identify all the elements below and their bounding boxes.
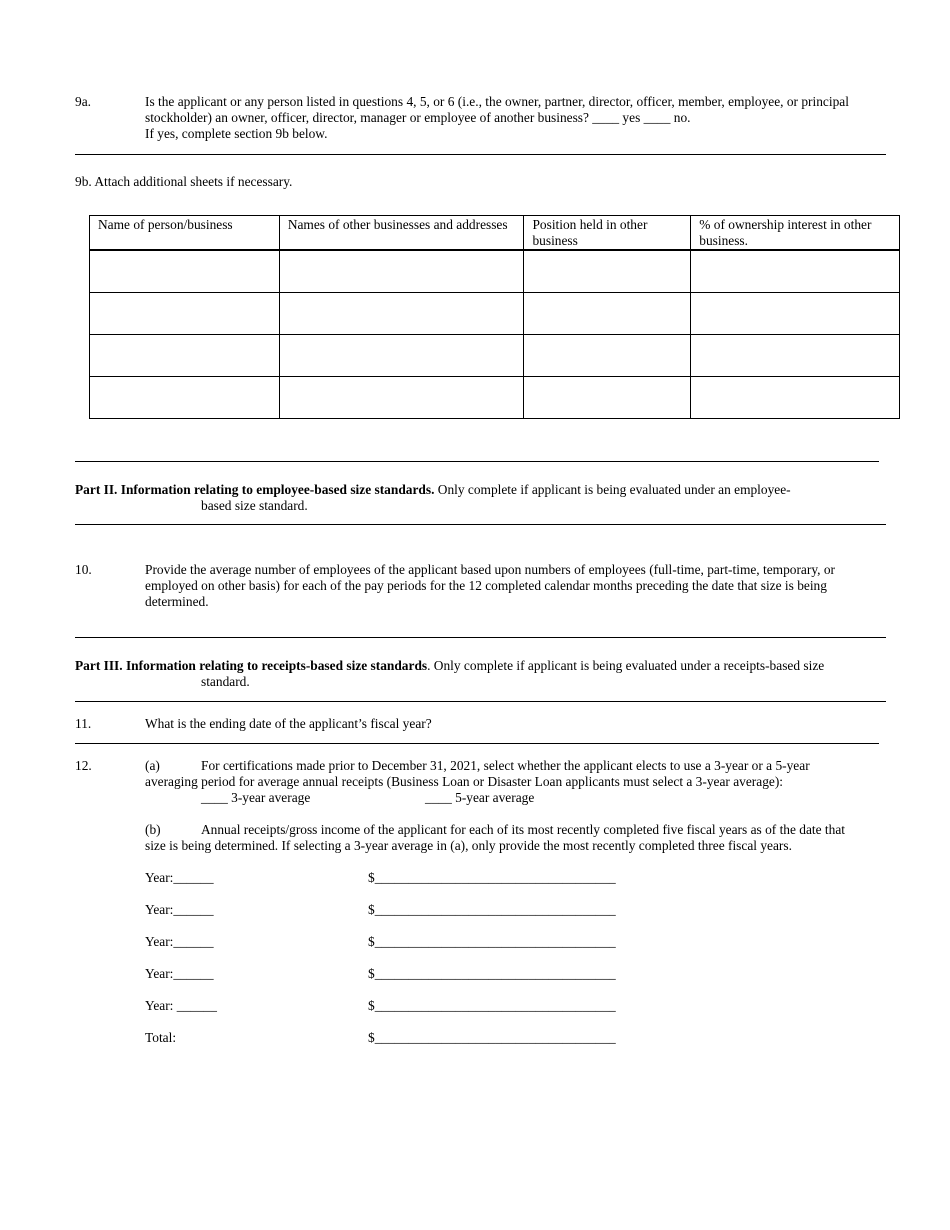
q10-line1: Provide the average number of employees of the applicant based upon numbers of employees (full-time, part-time, temporary, or [145,562,836,577]
divider [75,154,886,155]
q12a-label: (a) [145,758,160,773]
option-3-year-average[interactable]: ____ 3-year average [201,790,311,805]
ownership-table [89,215,900,419]
receipts-year-1-label: Year:______ [145,870,214,885]
table-cell[interactable] [691,335,900,377]
part2-line2: based size standard. [201,498,308,513]
divider [75,524,886,525]
table-cell[interactable] [279,335,524,377]
q10-number: 10. [75,562,92,577]
q10-line2: employed on other basis) for each of the pay periods for the 12 completed calendar months preceding the date that size is being [145,578,827,593]
q12b-line1: Annual receipts/gross income of the applicant for each of its most recently completed five fiscal years as of the date that [201,822,846,837]
table-cell[interactable] [279,293,524,335]
receipts-total-amount[interactable]: $____________________________________ [368,1030,616,1045]
receipts-year-1-amount[interactable]: $____________________________________ [368,870,616,885]
option-5-year-average[interactable]: ____ 5-year average [425,790,535,805]
col-header-name: Name of person/business [90,216,280,251]
receipts-year-5-amount[interactable]: $____________________________________ [368,998,616,1013]
q9a-number: 9a. [75,94,91,109]
part2-line1 [75,482,895,498]
table-cell[interactable] [691,293,900,335]
receipts-year-5-label: Year: ______ [145,998,217,1013]
table-cell[interactable] [524,377,691,419]
q10-line3: determined. [145,594,209,609]
q10-question [145,562,905,610]
q9a-line3: If yes, complete section 9b below. [145,126,328,141]
col-header-other-businesses: Names of other businesses and addresses [279,216,524,251]
col-header-position: Position held in other business [524,216,691,251]
receipts-total-label: Total: [145,1030,177,1045]
receipts-year-2-amount[interactable]: $____________________________________ [368,902,616,917]
q12a-line1: For certifications made prior to December 31, 2021, select whether the applicant elects to use a 3-year or a 5-year [201,758,810,773]
part3-heading [75,658,895,690]
divider [75,701,886,702]
table-cell[interactable] [90,250,280,293]
table-row [90,250,900,293]
col-header-ownership: % of ownership interest in other business. [691,216,900,251]
table-cell[interactable] [90,293,280,335]
receipts-year-4-label: Year:______ [145,966,214,981]
receipts-year-2-label: Year:______ [145,902,214,917]
q9a-line1: Is the applicant or any person listed in questions 4, 5, or 6 (i.e., the owner, partner, director, officer, member, employee, or principal [145,94,849,109]
part3-line2: standard. [201,674,250,689]
q11-question: What is the ending date of the applicant’s fiscal year? [145,716,432,731]
table-cell[interactable] [524,335,691,377]
divider [75,743,879,744]
q12-number: 12. [75,758,92,773]
part3-title: Part III. Information relating to receipts-based size standards [75,658,428,673]
part2-heading [75,482,895,514]
receipts-year-3-amount[interactable]: $____________________________________ [368,934,616,949]
table-header-row [90,216,900,251]
receipts-year-3-label: Year:______ [145,934,214,949]
q11-number: 11. [75,716,92,731]
part2-title: Part II. Information relating to employee-based size standards. [75,482,435,497]
table-cell[interactable] [90,335,280,377]
table-cell[interactable] [90,377,280,419]
q9a-line2: stockholder) an owner, officer, director, manager or employee of another business? ____ yes ____ no. [145,110,691,125]
q9b-label: 9b. Attach additional sheets if necessary. [75,174,293,189]
table-cell[interactable] [279,250,524,293]
table-row [90,293,900,335]
part3-instruction: . Only complete if applicant is being evaluated under a receipts-based size [427,658,825,673]
receipts-year-4-amount[interactable]: $____________________________________ [368,966,616,981]
table-cell[interactable] [691,377,900,419]
q12b-line2: size is being determined. If selecting a 3-year average in (a), only provide the most recently completed three fiscal years. [145,838,792,853]
table-cell[interactable] [524,293,691,335]
table-cell[interactable] [524,250,691,293]
table-cell[interactable] [691,250,900,293]
table-cell[interactable] [279,377,524,419]
q12b-label: (b) [145,822,161,837]
part2-instruction: Only complete if applicant is being evaluated under an employee- [434,482,791,497]
divider [75,461,879,462]
table-row [90,335,900,377]
divider [75,637,886,638]
table-row [90,377,900,419]
q9a-question [145,94,905,142]
part3-line1 [75,658,895,674]
q12a-line2: averaging period for average annual receipts (Business Loan or Disaster Loan applicants must select a 3-year average): [145,774,784,789]
